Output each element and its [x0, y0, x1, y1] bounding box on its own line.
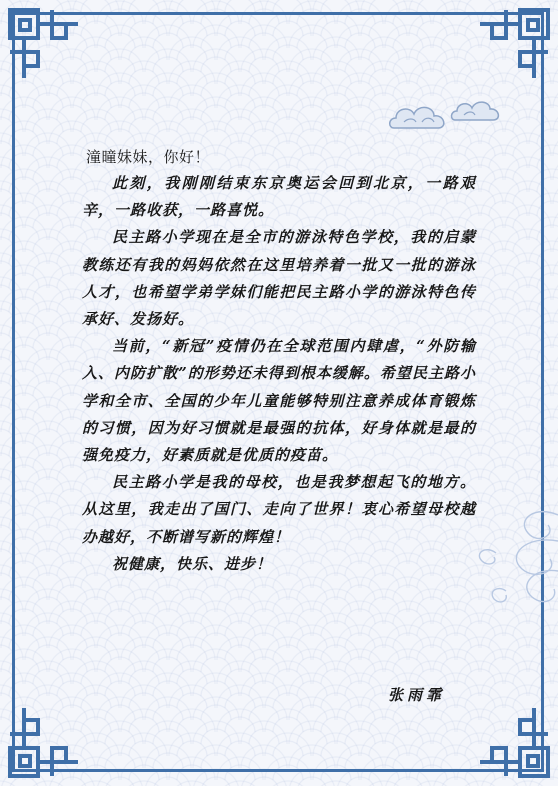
letter-greeting: 潼曈妹妹，你好！ — [86, 148, 211, 166]
cloud-icon — [388, 100, 450, 139]
letter-paragraph: 民主路小学是我的母校，也是我梦想起飞的地方。从这里，我走出了国门、走向了世界！衷心希望母校越办越好，不断谱写新的辉煌！ — [82, 473, 476, 546]
letter-paragraph: 此刻，我刚刚结束东京奥运会回到北京，一路艰辛，一路收获，一路喜悦。 — [82, 174, 476, 220]
letter-paragraph: 民主路小学现在是全市的游泳特色学校，我的启蒙教练还有我的妈妈依然在这里培养着一批又一批的游泳人才，也希望学弟学妹们能把民主路小学的游泳特色传承好、发扬好。 — [82, 228, 476, 329]
letter-closing: 祝健康，快乐、进步！ — [112, 554, 273, 573]
fret-corner-icon — [6, 704, 82, 780]
fret-corner-icon — [476, 704, 552, 780]
letter-signature: 张雨霏 — [388, 686, 446, 704]
fret-corner-icon — [476, 6, 552, 82]
letter-paragraph: 当前，“新冠”疫情仍在全球范围内肆虐，“外防输入、内防扩散”的形势还未得到根本缓解。希望民主路小学和全市、全国的少年儿童能够特别注意养成体育锻炼的习惯，因为好习惯就是最强的抗体，好身体就是最的强免疫力，好素质就是优质的疫苗。 — [82, 337, 476, 465]
cloud-icon — [450, 96, 504, 131]
letter-body — [82, 146, 476, 578]
fret-corner-icon — [6, 6, 82, 82]
wave-cloud-icon — [466, 495, 558, 620]
